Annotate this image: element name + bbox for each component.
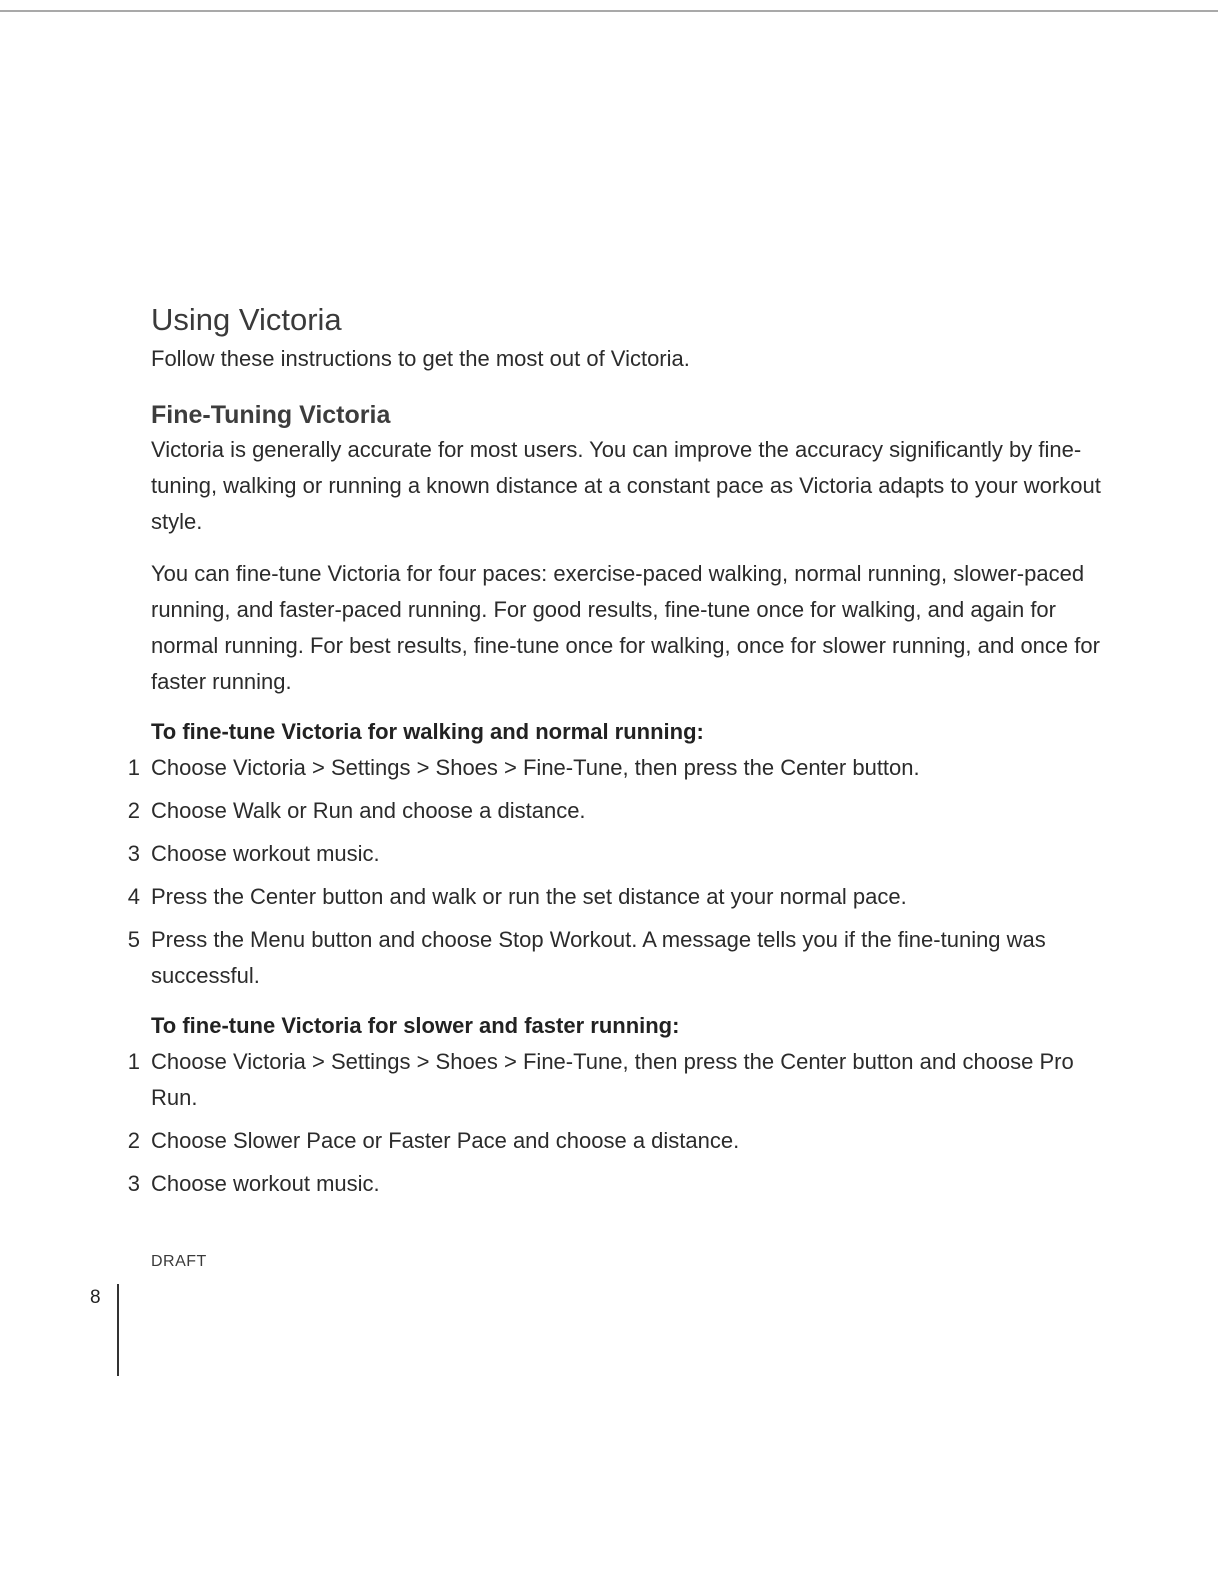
section-paragraph: You can fine-tune Victoria for four paces: exercise-paced walking, normal running, slower-paced running, and faster-paced running. For good results, fine-tune once for walking, and again for normal running. For best results, fine-tune once for walking, once for slower running, and once for faster running. [151, 561, 1100, 694]
step-text: Choose Walk or Run and choose a distance. [151, 798, 586, 823]
step-number: 2 [127, 798, 140, 823]
step-number: 5 [127, 927, 140, 952]
step-text: Press the Menu button and choose Stop Workout. A message tells you if the fine-tuning was successful. [151, 927, 1046, 988]
procedure-step [127, 836, 1101, 872]
page-number-rule [117, 1284, 119, 1376]
step-text: Choose workout music. [151, 1171, 380, 1196]
section-heading: Fine-Tuning Victoria [151, 401, 391, 429]
step-number: 1 [127, 1049, 140, 1074]
procedure-slower-faster [127, 1008, 1101, 1202]
procedure-step [127, 1123, 1101, 1159]
procedure-steps [127, 1044, 1101, 1202]
page-intro: Follow these instructions to get the most out of Victoria. [151, 346, 690, 371]
step-number: 2 [127, 1128, 140, 1153]
step-text: Choose workout music. [151, 841, 380, 866]
section-paragraph: Victoria is generally accurate for most users. You can improve the accuracy significantly by fine-tuning, walking or running a known distance at a constant pace as Victoria adapts to your workout style. [151, 437, 1101, 534]
step-text: Press the Center button and walk or run the set distance at your normal pace. [151, 884, 907, 909]
step-text: Choose Victoria > Settings > Shoes > Fine-Tune, then press the Center button. [151, 755, 920, 780]
step-number: 4 [127, 884, 140, 909]
section-body [151, 432, 1101, 700]
procedure-steps [127, 750, 1101, 994]
step-number: 3 [127, 1171, 140, 1196]
step-number: 3 [127, 841, 140, 866]
procedure-step [127, 1166, 1101, 1202]
page-content [127, 298, 1101, 1202]
page-number: 8 [90, 1287, 101, 1308]
top-rule [0, 10, 1218, 12]
step-text: Choose Slower Pace or Faster Pace and choose a distance. [151, 1128, 740, 1153]
procedure-step [127, 1044, 1101, 1116]
page-title: Using Victoria [151, 302, 342, 337]
procedure-heading: To fine-tune Victoria for walking and normal running: [151, 719, 704, 744]
draft-label: DRAFT [151, 1253, 207, 1270]
procedure-step [127, 922, 1101, 994]
procedure-step [127, 879, 1101, 915]
procedure-step [127, 750, 1101, 786]
procedure-walking-normal [127, 714, 1101, 994]
step-number: 1 [127, 755, 140, 780]
procedure-heading: To fine-tune Victoria for slower and faster running: [151, 1013, 680, 1038]
step-text: Choose Victoria > Settings > Shoes > Fine-Tune, then press the Center button and choose Pro Run. [151, 1049, 1074, 1110]
procedure-step [127, 793, 1101, 829]
